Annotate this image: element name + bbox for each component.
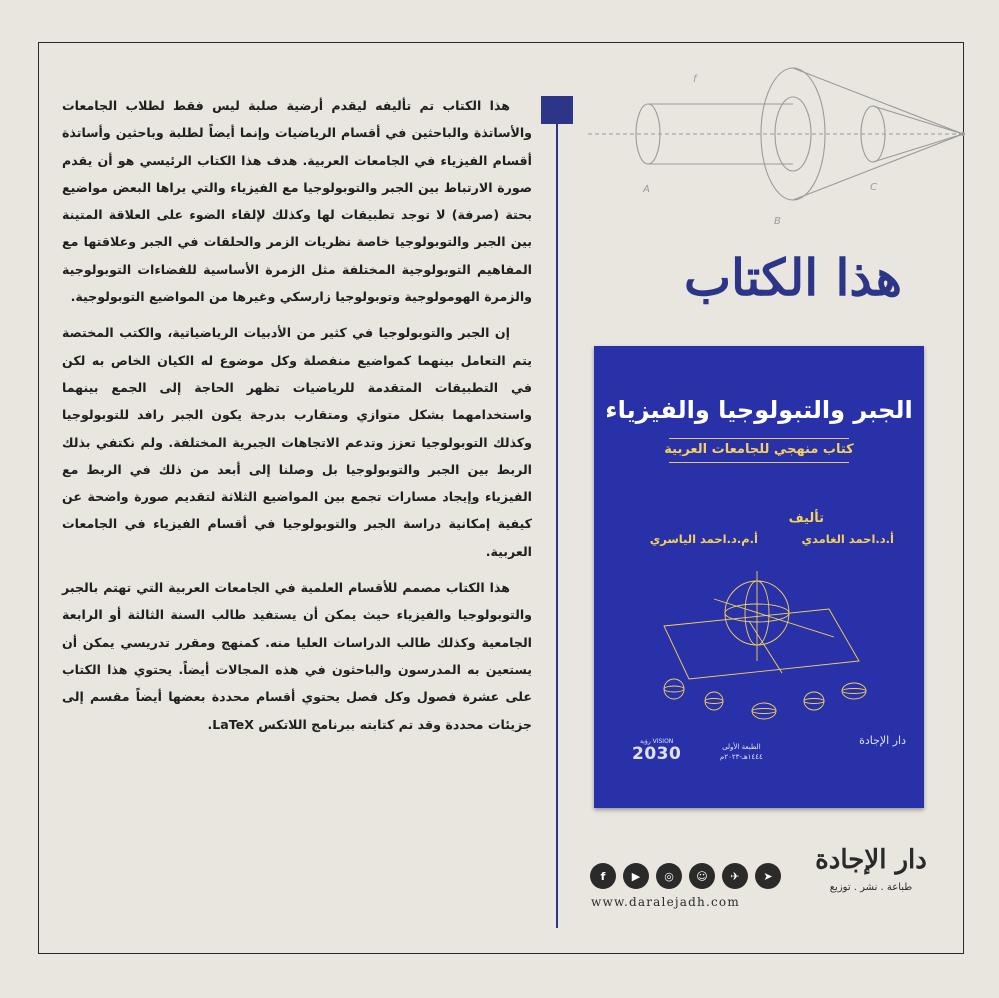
edition-line-1: الطبعة الأولى bbox=[722, 743, 761, 751]
website-link[interactable]: www.daralejadh.com bbox=[591, 895, 740, 909]
edition-info bbox=[720, 742, 763, 762]
paragraph-1: هذا الكتاب تم تأليفه ليقدم أرضية صلبة ليس فقط لطلاب الجامعات والأساتذة والباحثين في أقسام الرياضيات وإنما أيضاً لطلبة وباحثين وأساتذة أقسام الفيزياء في الجامعات العربية. هدف هذا الكتاب الرئيسي هو أن يقدم صورة الارتباط بين الجبر والتوبولوجيا مع الفيزياء والتي يراها البعض مواضيع بحتة (صرفة) لا توجد تطبيقات لها وكذلك لإلقاء الضوء على العلاقة المتينة بين الجبر والتوبولوجيا خاصة نظريات الزمر والحلقات في الجبر وعلاقتها مع المفاهيم التوبولوجية المختلفة مثل الزمرة الأساسية للفضاءات التوبولوجية والزمرة الهومولوجية وتوبولوجيا زارسكي وغيرها من المواضيع التوبولوجية. bbox=[62, 98, 532, 305]
author-2: أ.م.د.احمد الياسري bbox=[649, 532, 758, 546]
description-text bbox=[62, 92, 532, 747]
book-title: الجبر والتبولوجيا والفيزياء bbox=[605, 396, 913, 424]
social-icons bbox=[590, 863, 781, 889]
cone-diagram bbox=[588, 60, 978, 240]
publisher-logo bbox=[812, 840, 930, 922]
label-a: A bbox=[643, 184, 650, 195]
divider-square-mark bbox=[541, 96, 573, 124]
label-b: B bbox=[774, 216, 781, 227]
section-title bbox=[612, 248, 912, 318]
vision-2030-logo bbox=[632, 738, 681, 764]
paragraph-2: إن الجبر والتوبولوجيا في كثير من الأدبيات الرياضياتية، والكتب المختصة يتم التعامل بينهما كمواضيع منفصلة وكل موضوع له الكيان الخاص به لكن في التطبيقات المتقدمة للرياضيات تظهر الحاجة إلى الجمع بينهما واستخدامهما بشكل متوازي ومتقارب بدرجة يكون الجبر رافد للتوبولوجيا وكذلك التوبولوجيا تعزز وتدعم الاتجاهات الجبرية المختلفة. ولم نكتفي بذلك الربط بين الجبر والتوبولوجيا بل وصلنا إلى أبعد من ذلك في الربط مع الفيزياء وإيجاد مسارات تجمع بين المواضيع الثلاثة لتقديم صورة واضحة عن كيفية إمكانية دراسة الجبر والتوبولوجيا في أقسام الفيزياء في الجامعات العربية. bbox=[62, 325, 532, 559]
publisher-name: دار الإجادة bbox=[815, 845, 927, 875]
vision-year: 2030 bbox=[632, 744, 682, 764]
youtube-icon[interactable]: ▶ bbox=[623, 863, 649, 889]
cover-rule-top bbox=[669, 438, 849, 439]
authorship-label: تأليف bbox=[788, 511, 824, 526]
cover-geometry-illustration bbox=[654, 551, 874, 741]
publisher-tagline: طباعة . نشر . توزيع bbox=[829, 882, 913, 893]
label-c: C bbox=[870, 182, 877, 193]
section-title-text: هذا الكتاب bbox=[683, 248, 902, 307]
edition-line-2: ١٤٤٤هـ-٢٠٢٣م bbox=[720, 753, 763, 761]
label-f: f bbox=[693, 74, 697, 85]
telegram-icon[interactable]: ➤ bbox=[755, 863, 781, 889]
book-subtitle: كتاب منهجي للجامعات العربية bbox=[664, 442, 854, 457]
column-divider bbox=[556, 100, 558, 928]
vision-label: رؤية VISION bbox=[640, 738, 674, 745]
snapchat-icon[interactable]: ☺ bbox=[689, 863, 715, 889]
twitter-icon[interactable]: ✈ bbox=[722, 863, 748, 889]
paragraph-3: هذا الكتاب مصمم للأقسام العلمية في الجامعات العربية التي تهتم بالجبر والتوبولوجيا والفيزياء حيث يمكن أن يستفيد طالب السنة الثالثة أو الرابعة الجامعية وكذلك طالب الدراسات العليا منه. كمنهج ومقرر تدريسي يمكن أن يستعين به المدرسون والباحثون في هذه المجالات أيضاً. يحتوي هذا الكتاب على عشرة فصول وكل فصل يحتوي أقسام محددة بعضها أيضاً مقسم إلى جزيئات محددة وقد تم كتابته ببرنامج اللاتكس LaTeX. bbox=[62, 580, 532, 732]
author-1: أ.د.احمد الغامدي bbox=[801, 532, 894, 546]
book-cover bbox=[594, 346, 924, 808]
instagram-icon[interactable]: ◎ bbox=[656, 863, 682, 889]
cover-publisher-logo: دار الإجادة bbox=[859, 734, 906, 747]
cover-rule-bottom bbox=[669, 462, 849, 463]
facebook-icon[interactable]: f bbox=[590, 863, 616, 889]
